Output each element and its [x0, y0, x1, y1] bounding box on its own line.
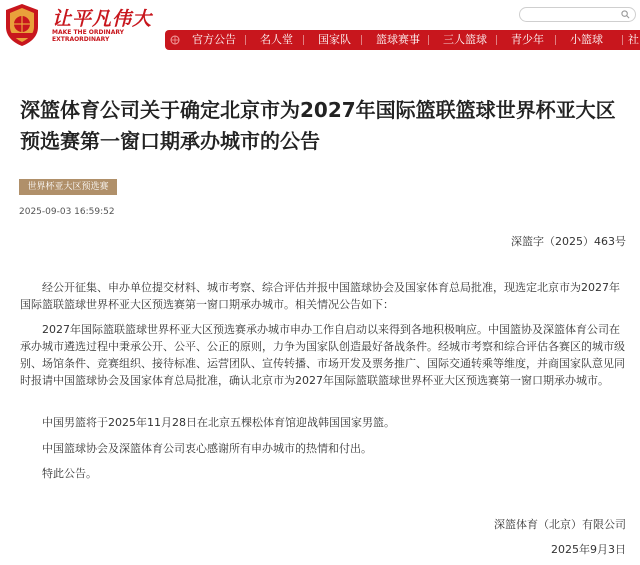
nav-item-events[interactable]: 篮球赛事: [376, 33, 420, 46]
nav-divider: [303, 35, 304, 45]
nav-divider: [555, 35, 556, 45]
nav-divider: [496, 35, 497, 45]
search-box[interactable]: [519, 7, 636, 22]
signature: 深篮体育（北京）有限公司: [494, 518, 626, 531]
site-header: [0, 0, 640, 56]
logo-slogan-en: MAKE THE ORDINARY EXTRAORDINARY: [52, 29, 124, 43]
nav-divider: [428, 35, 429, 45]
nav-item-national-team[interactable]: 国家队: [318, 33, 351, 46]
nav-item-announcements[interactable]: 官方公告: [192, 33, 236, 46]
nav-item-3x3[interactable]: 三人篮球: [443, 33, 487, 46]
nav-divider: [245, 35, 246, 45]
basketball-icon: [170, 35, 180, 45]
article-paragraph: 特此公告。: [42, 467, 97, 480]
cba-logo-icon[interactable]: [4, 3, 40, 47]
article-title: 深篮体育公司关于确定北京市为2027年国际篮联篮球世界杯亚大区预选赛第一窗口期承办城市的公告: [20, 98, 616, 153]
nav-item-more[interactable]: 社: [628, 33, 639, 46]
search-input[interactable]: [528, 16, 618, 27]
article-paragraph: 经公开征集、申办单位提交材料、城市考察、综合评估并报中国篮球协会及国家体育总局批准，现选定北京市为2027年国际篮联篮球世界杯亚大区预选赛第一窗口期承办城市。相关情况公告如下：: [20, 281, 620, 311]
nav-divider: [361, 35, 362, 45]
article-paragraph: 中国篮球协会及深篮体育公司衷心感谢所有申办城市的热情和付出。: [42, 442, 372, 455]
article-paragraph: 2027年国际篮联篮球世界杯亚大区预选赛承办城市申办工作自启动以来得到各地积极响应。中国篮协及深篮体育公司在承办城市遴选过程中秉承公开、公平、公正的原则，力争为国家队创造最好备战条件。经城市考察和综合评估各赛区的城市级别、场馆条件、竞赛组织、接待标准、运营团队、宣传转播、市场开发及票务推广、国际交通转乘等维度，并商国家队意见同时报请中国篮球协会及国家体育总局批准，确认北京市为2027年国际篮联篮球世界杯亚大区预选赛第一窗口期承办城市。: [20, 323, 625, 387]
search-icon[interactable]: [621, 10, 630, 19]
document-number: 深篮字（2025）463号: [511, 235, 626, 248]
nav-item-youth[interactable]: 青少年: [511, 33, 544, 46]
article-paragraph: 中国男篮将于2025年11月28日在北京五棵松体育馆迎战韩国国家男篮。: [42, 416, 395, 429]
nav-item-mini-basketball[interactable]: 小篮球: [570, 33, 603, 46]
nav-divider: [622, 35, 623, 45]
category-tag[interactable]: 世界杯亚大区预选赛: [19, 179, 117, 195]
publish-datetime: 2025-09-03 16:59:52: [19, 207, 115, 217]
nav-item-hall-of-fame[interactable]: 名人堂: [260, 33, 293, 46]
logo-slogan[interactable]: 让平凡伟大: [52, 8, 153, 30]
sign-date: 2025年9月3日: [551, 543, 626, 556]
main-nav: [165, 30, 640, 50]
